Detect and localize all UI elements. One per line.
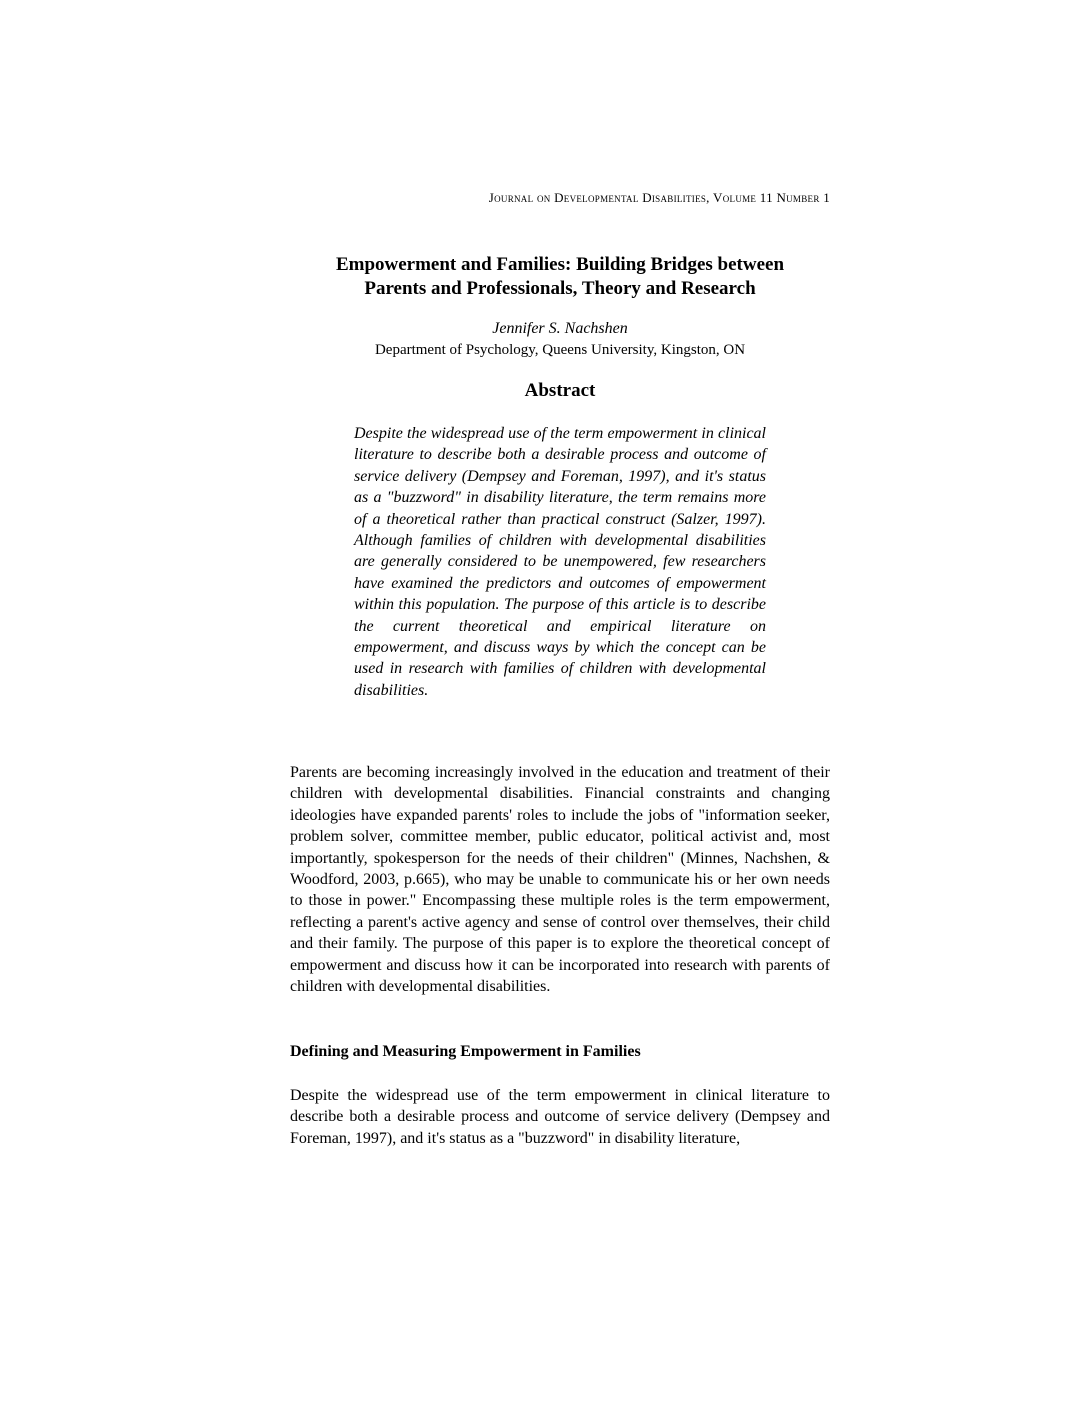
title-line-1: Empowerment and Families: Building Bridges between bbox=[335, 254, 785, 275]
body-paragraph-2: Despite the widespread use of the term empowerment in clinical literature to describe both a desirable process and outcome of service delivery (Dempsey and Foreman, 1997), and it's status as a "buzzword" in disability literature, bbox=[290, 1087, 830, 1147]
running-head: Journal on Developmental Disabilities, Volume 11 Number 1 bbox=[488, 190, 830, 205]
body-paragraph-1: Parents are becoming increasingly involved in the education and treatment of their children with developmental disabilities. Financial constraints and changing ideologies have expanded parents' roles to include the jobs of "information seeker, problem solver, committee member, public educator, political activist and, most importantly, spokesperson for the needs of their children" (Minnes, Nachshen, & Woodford, 2003, p.665), who may be unable to communicate his or her own needs to those in power." Encompassing these multiple roles is the term empowerment, reflecting a parent's active agency and sense of control over themselves, their child and their family. The purpose of this paper is to explore the theoretical concept of empowerment and discuss how it can be incorporated into research with parents of children with developmental disabilities. bbox=[290, 764, 830, 996]
section-heading: Defining and Measuring Empowerment in Families bbox=[290, 1043, 641, 1060]
abstract-text: Despite the widespread use of the term empowerment in clinical literature to describe both a desirable process and outcome of service delivery (Dempsey and Foreman, 1997), and it's status as a "buzzword" in disability literature, the term remains more of a theoretical rather than practical construct (Salzer, 1997). Although families of children with developmental disabilities are generally considered to be unempowered, few researchers have examined the predictors and outcomes of empowerment within this population. The purpose of this article is to describe the current theoretical and empirical literature on empowerment, and discuss ways by which the concept can be used in research with families of children with developmental disabilities. bbox=[354, 425, 766, 699]
abstract-heading: Abstract bbox=[524, 380, 596, 401]
title-line-2: Parents and Professionals, Theory and Research bbox=[364, 278, 756, 299]
author-affiliation: Department of Psychology, Queens University, Kingston, ON bbox=[374, 342, 746, 358]
author-name: Jennifer S. Nachshen bbox=[492, 320, 628, 337]
paper-title bbox=[290, 253, 830, 301]
